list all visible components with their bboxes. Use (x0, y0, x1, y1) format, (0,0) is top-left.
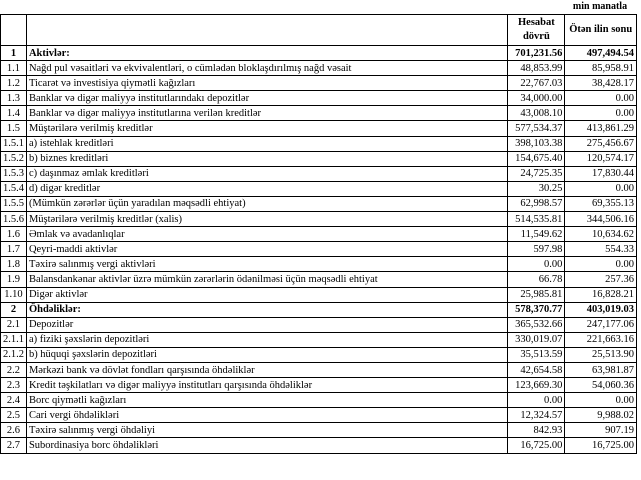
header-current-line1: Hesabat (518, 17, 555, 28)
row-previous-value: 16,725.00 (565, 438, 637, 453)
row-previous-value: 247,177.06 (565, 317, 637, 332)
row-number: 1 (1, 46, 27, 61)
row-name: Cari vergi öhdəlikləri (26, 408, 507, 423)
row-current-value: 25,985.81 (508, 287, 565, 302)
header-previous-label: Ötən ilin sonu (569, 24, 633, 35)
table-row (1, 438, 637, 453)
table-row (1, 166, 637, 181)
row-previous-value: 16,828.21 (565, 287, 637, 302)
row-current-value: 16,725.00 (508, 438, 565, 453)
row-current-value: 66.78 (508, 272, 565, 287)
row-previous-value: 0.00 (565, 257, 637, 272)
row-previous-value: 0.00 (565, 393, 637, 408)
row-current-value: 123,669.30 (508, 378, 565, 393)
row-previous-value: 907.19 (565, 423, 637, 438)
row-name: a) istehlak kreditləri (26, 136, 507, 151)
row-name: Ticarət və investisiya qiymətli kağızları (26, 76, 507, 91)
row-previous-value: 554.33 (565, 242, 637, 257)
row-current-value: 62,998.57 (508, 196, 565, 211)
row-current-value: 42,654.58 (508, 362, 565, 377)
row-name: a) fiziki şəxslərin depozitləri (26, 332, 507, 347)
row-name: Öhdəliklər: (26, 302, 507, 317)
row-number: 2.1.1 (1, 332, 27, 347)
row-previous-value: 25,513.90 (565, 347, 637, 362)
row-current-value: 24,725.35 (508, 166, 565, 181)
row-name: Nağd pul vəsaitləri və ekvivalentləri, o cümlədən bloklaşdırılmış nağd vəsait (26, 61, 507, 76)
row-previous-value: 17,830.44 (565, 166, 637, 181)
row-current-value: 35,513.59 (508, 347, 565, 362)
unit-label: min manatla (572, 1, 628, 12)
row-previous-value: 497,494.54 (565, 46, 637, 61)
table-row (1, 347, 637, 362)
row-number: 1.6 (1, 227, 27, 242)
row-number: 2.6 (1, 423, 27, 438)
row-name: Mərkəzi bank və dövlət fondları qarşısında öhdəliklər (26, 362, 507, 377)
table-row (1, 196, 637, 211)
row-name: Əmlak və avadanlıqlar (26, 227, 507, 242)
row-current-value: 842.93 (508, 423, 565, 438)
table-header-row (1, 15, 637, 46)
row-current-value: 398,103.38 (508, 136, 565, 151)
row-name: Kredit təşkilatları və digər maliyyə institutları qarşısında öhdəliklər (26, 378, 507, 393)
row-number: 1.2 (1, 76, 27, 91)
table-row (1, 317, 637, 332)
table-row (1, 136, 637, 151)
row-name: Qeyri-maddi aktivlər (26, 242, 507, 257)
row-current-value: 0.00 (508, 393, 565, 408)
row-current-value: 597.98 (508, 242, 565, 257)
row-previous-value: 120,574.17 (565, 151, 637, 166)
row-current-value: 701,231.56 (508, 46, 565, 61)
row-current-value: 22,767.03 (508, 76, 565, 91)
row-number: 1.5.2 (1, 151, 27, 166)
row-previous-value: 257.36 (565, 272, 637, 287)
table-row (1, 151, 637, 166)
row-number: 1.5.6 (1, 212, 27, 227)
row-number: 1.7 (1, 242, 27, 257)
row-name: Təxirə salınmış vergi aktivləri (26, 257, 507, 272)
row-number: 1.8 (1, 257, 27, 272)
row-previous-value: 9,988.02 (565, 408, 637, 423)
row-number: 1.1 (1, 61, 27, 76)
row-previous-value: 10,634.62 (565, 227, 637, 242)
row-number: 1.5 (1, 121, 27, 136)
row-current-value: 30.25 (508, 181, 565, 196)
row-name: c) daşınmaz əmlak kreditləri (26, 166, 507, 181)
row-previous-value: 54,060.36 (565, 378, 637, 393)
table-row (1, 423, 637, 438)
header-number-cell (1, 15, 27, 46)
row-name: (Mümkün zərərlər üçün yaradılan məqsədli ehtiyat) (26, 196, 507, 211)
row-number: 1.5.3 (1, 166, 27, 181)
row-name: b) hüquqi şəxslərin depozitləri (26, 347, 507, 362)
row-current-value: 0.00 (508, 257, 565, 272)
row-number: 1.9 (1, 272, 27, 287)
row-previous-value: 85,958.91 (565, 61, 637, 76)
table-row (1, 302, 637, 317)
row-number: 1.5.4 (1, 181, 27, 196)
table-row (1, 378, 637, 393)
row-previous-value: 221,663.16 (565, 332, 637, 347)
row-number: 2.1 (1, 317, 27, 332)
row-number: 2.5 (1, 408, 27, 423)
header-previous-period (565, 15, 637, 46)
row-number: 2 (1, 302, 27, 317)
row-name: Aktivlər: (26, 46, 507, 61)
row-name: Banklar və digər maliyyə institutlarına verilən kreditlər (26, 106, 507, 121)
row-name: b) biznes kreditləri (26, 151, 507, 166)
row-number: 2.1.2 (1, 347, 27, 362)
row-previous-value: 403,019.03 (565, 302, 637, 317)
row-previous-value: 0.00 (565, 181, 637, 196)
table-row (1, 212, 637, 227)
row-current-value: 43,008.10 (508, 106, 565, 121)
row-current-value: 330,019.07 (508, 332, 565, 347)
row-current-value: 514,535.81 (508, 212, 565, 227)
row-number: 1.10 (1, 287, 27, 302)
table-row (1, 46, 637, 61)
table-row (1, 227, 637, 242)
row-name: Müştərilərə verilmiş kreditlər (26, 121, 507, 136)
row-current-value: 365,532.66 (508, 317, 565, 332)
row-previous-value: 0.00 (565, 91, 637, 106)
row-number: 1.3 (1, 91, 27, 106)
table-row (1, 106, 637, 121)
row-name: Təxirə salınmış vergi öhdəliyi (26, 423, 507, 438)
table-row (1, 91, 637, 106)
row-previous-value: 0.00 (565, 106, 637, 121)
row-name: Borc qiymətli kağızları (26, 393, 507, 408)
row-number: 2.3 (1, 378, 27, 393)
row-name: Müştərilərə verilmiş kreditlər (xalis) (26, 212, 507, 227)
row-current-value: 12,324.57 (508, 408, 565, 423)
table-row (1, 393, 637, 408)
row-number: 2.2 (1, 362, 27, 377)
header-current-period (508, 15, 565, 46)
row-previous-value: 38,428.17 (565, 76, 637, 91)
table-row (1, 362, 637, 377)
table-row (1, 61, 637, 76)
row-number: 2.7 (1, 438, 27, 453)
row-previous-value: 413,861.29 (565, 121, 637, 136)
row-previous-value: 344,506.16 (565, 212, 637, 227)
row-name: Banklar və digər maliyyə institutlarındakı depozitlər (26, 91, 507, 106)
row-previous-value: 63,981.87 (565, 362, 637, 377)
row-number: 2.4 (1, 393, 27, 408)
balance-sheet-table (0, 14, 637, 454)
row-name: Subordinasiya borc öhdəlikləri (26, 438, 507, 453)
table-row (1, 287, 637, 302)
row-current-value: 578,370.77 (508, 302, 565, 317)
row-previous-value: 275,456.67 (565, 136, 637, 151)
row-current-value: 577,534.37 (508, 121, 565, 136)
table-row (1, 242, 637, 257)
row-name: Depozitlər (26, 317, 507, 332)
row-current-value: 34,000.00 (508, 91, 565, 106)
row-previous-value: 69,355.13 (565, 196, 637, 211)
row-name: d) digər kreditlər (26, 181, 507, 196)
table-row (1, 272, 637, 287)
row-name: Digər aktivlər (26, 287, 507, 302)
row-number: 1.4 (1, 106, 27, 121)
row-current-value: 48,853.99 (508, 61, 565, 76)
header-current-line2: dövrü (522, 31, 550, 42)
row-current-value: 11,549.62 (508, 227, 565, 242)
row-name: Balansdankənar aktivlər üzrə mümkün zərərlərin ödənilməsi üçün məqsədli ehtiyat (26, 272, 507, 287)
row-current-value: 154,675.40 (508, 151, 565, 166)
table-row (1, 76, 637, 91)
row-number: 1.5.1 (1, 136, 27, 151)
table-row (1, 181, 637, 196)
table-row (1, 332, 637, 347)
table-row (1, 408, 637, 423)
header-name-cell (26, 15, 507, 46)
row-number: 1.5.5 (1, 196, 27, 211)
table-row (1, 121, 637, 136)
table-row (1, 257, 637, 272)
